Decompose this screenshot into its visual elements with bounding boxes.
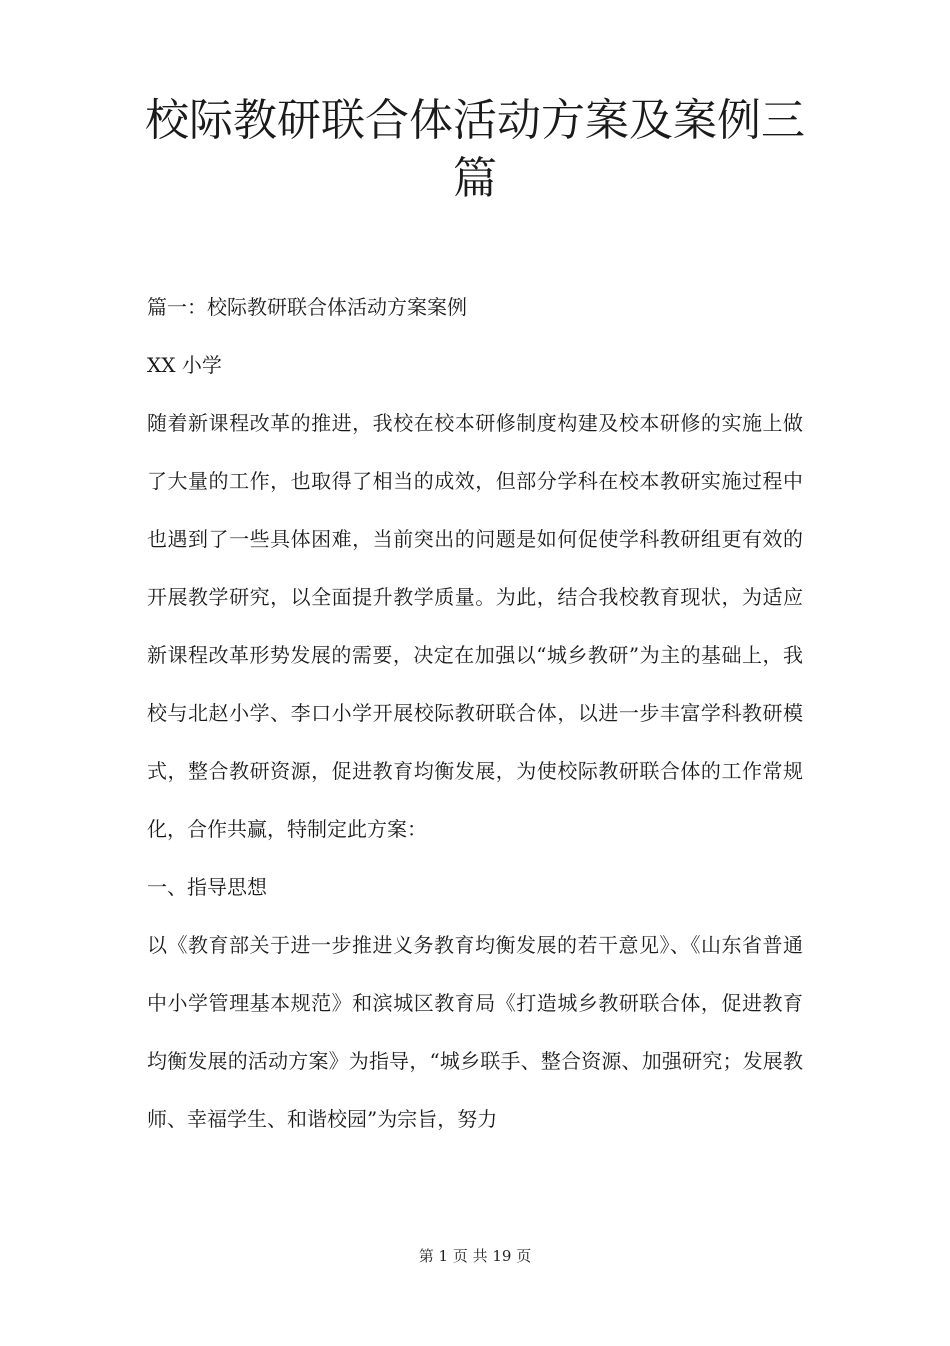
document-body: [147, 278, 803, 1148]
page-number-indicator: 第 1 页 共 19 页: [418, 1247, 532, 1265]
document-title: [120, 92, 830, 208]
intro-paragraph: 随着新课程改革的推进，我校在校本研修制度构建及校本研修的实施上做了大量的工作，也取得了相当的成效，但部分学科在校本教研实施过程中也遇到了一些具体困难，当前突出的问题是如何促使学科教研组更有效的开展教学研究，以全面提升教学质量。为此，结合我校教育现状，为适应新课程改革形势发展的需要，决定在加强以“城乡教研”为主的基础上，我校与北赵小学、李口小学开展校际教研联合体，以进一步丰富学科教研模式，整合教研资源，促进教育均衡发展，为使校际教研联合体的工作常规化，合作共赢，特制定此方案：: [147, 411, 803, 841]
section-heading: 篇一：校际教研联合体活动方案案例: [147, 295, 467, 319]
heading-guiding-ideology: 一、指导思想: [147, 875, 267, 899]
document-title-line-1: 校际教研联合体活动方案及案例三: [145, 95, 805, 146]
guiding-paragraph: 以《教育部关于进一步推进义务教育均衡发展的若干意见》、《山东省普通中小学管理基本规范》和滨城区教育局《打造城乡教研联合体，促进教育均衡发展的活动方案》为指导，“城乡联手、整合资源、加强研究；发展教师、幸福学生、和谐校园”为宗旨，努力: [147, 933, 803, 1131]
school-name: XX 小学: [147, 353, 222, 377]
document-title-line-2: 篇: [453, 153, 497, 204]
page-footer: [0, 1246, 950, 1266]
